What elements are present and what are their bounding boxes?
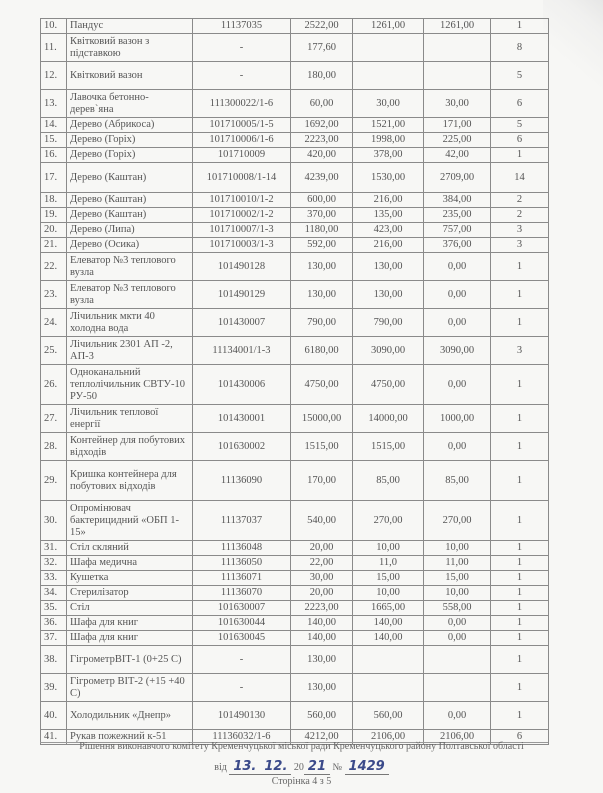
item-name-cell: Кушетка [67,571,193,586]
initial-cost-cell: 177,60 [291,34,353,62]
residual-value-cell: 270,00 [424,501,491,541]
residual-value-cell: 30,00 [424,90,491,118]
residual-value-cell: 85,00 [424,461,491,501]
item-name-cell: Шафа для книг [67,616,193,631]
depreciation-cell: 10,00 [353,541,424,556]
row-number-cell: 19. [41,208,67,223]
depreciation-cell: 135,00 [353,208,424,223]
residual-value-cell: 0,00 [424,253,491,281]
inventory-number-cell: 101710006/1-6 [193,133,291,148]
row-number-cell: 35. [41,601,67,616]
initial-cost-cell: 140,00 [291,631,353,646]
depreciation-cell: 1998,00 [353,133,424,148]
table-row [41,556,549,571]
depreciation-cell: 140,00 [353,616,424,631]
table-row [41,461,549,501]
row-number-cell: 20. [41,223,67,238]
depreciation-cell: 85,00 [353,461,424,501]
item-name-cell: Елеватор №3 теплового вузла [67,253,193,281]
initial-cost-cell: 4239,00 [291,163,353,193]
depreciation-cell: 130,00 [353,281,424,309]
table-row [41,163,549,193]
initial-cost-cell: 420,00 [291,148,353,163]
residual-value-cell: 1261,00 [424,19,491,34]
initial-cost-cell: 1515,00 [291,433,353,461]
inventory-number-cell: - [193,62,291,90]
residual-value-cell: 11,00 [424,556,491,571]
quantity-cell: 8 [491,34,549,62]
depreciation-cell: 11,0 [353,556,424,571]
initial-cost-cell: 180,00 [291,62,353,90]
depreciation-cell: 216,00 [353,193,424,208]
table-row [41,631,549,646]
depreciation-cell [353,34,424,62]
item-name-cell: Контейнер для побутових відходів [67,433,193,461]
initial-cost-cell: 600,00 [291,193,353,208]
row-number-cell: 12. [41,62,67,90]
table-row [41,223,549,238]
row-number-cell: 13. [41,90,67,118]
depreciation-cell: 560,00 [353,702,424,730]
item-name-cell: Лічильник 2301 АП -2, АП-3 [67,337,193,365]
item-name-cell: Шафа медична [67,556,193,571]
residual-value-cell: 558,00 [424,601,491,616]
from-label: від [214,762,227,773]
row-number-cell: 25. [41,337,67,365]
quantity-cell: 1 [491,148,549,163]
item-name-cell: Дерево (Горіх) [67,148,193,163]
quantity-cell: 1 [491,601,549,616]
row-number-cell: 21. [41,238,67,253]
residual-value-cell [424,34,491,62]
initial-cost-cell: 2522,00 [291,19,353,34]
inventory-number-cell: 101710007/1-3 [193,223,291,238]
depreciation-cell: 1261,00 [353,19,424,34]
item-name-cell: Стерилізатор [67,586,193,601]
quantity-cell: 1 [491,616,549,631]
row-number-cell: 36. [41,616,67,631]
inventory-number-cell: - [193,34,291,62]
residual-value-cell: 1000,00 [424,405,491,433]
inventory-number-cell: 101630044 [193,616,291,631]
item-name-cell: Дерево (Абрикоса) [67,118,193,133]
depreciation-cell: 140,00 [353,631,424,646]
inventory-number-cell: 11134001/1-3 [193,337,291,365]
quantity-cell: 1 [491,631,549,646]
residual-value-cell: 0,00 [424,433,491,461]
item-name-cell: Дерево (Липа) [67,223,193,238]
table-row [41,193,549,208]
item-name-cell: Дерево (Осика) [67,238,193,253]
depreciation-cell: 15,00 [353,571,424,586]
residual-value-cell: 171,00 [424,118,491,133]
quantity-cell: 14 [491,163,549,193]
inventory-number-cell: 11136090 [193,461,291,501]
residual-value-cell: 2106,00 [424,730,491,745]
residual-value-cell: 225,00 [424,133,491,148]
depreciation-cell: 1515,00 [353,433,424,461]
row-number-cell: 17. [41,163,67,193]
quantity-cell: 1 [491,571,549,586]
inventory-number-cell: 11136048 [193,541,291,556]
row-number-cell: 11. [41,34,67,62]
residual-value-cell: 0,00 [424,281,491,309]
item-name-cell: Кришка контейнера для побутових відходів [67,461,193,501]
row-number-cell: 33. [41,571,67,586]
item-name-cell: Гігрометр ВІТ-2 (+15 +40 С) [67,674,193,702]
inventory-number-cell: 101630002 [193,433,291,461]
table-row [41,238,549,253]
inventory-number-cell: 11136050 [193,556,291,571]
item-name-cell: Дерево (Каштан) [67,163,193,193]
quantity-cell: 1 [491,461,549,501]
depreciation-cell [353,646,424,674]
item-name-cell: Дерево (Каштан) [67,208,193,223]
quantity-cell: 6 [491,730,549,745]
item-name-cell: Стіл скляний [67,541,193,556]
inventory-number-cell: 11136071 [193,571,291,586]
item-name-cell: Дерево (Каштан) [67,193,193,208]
paper-shadow [543,0,603,100]
year-suffix: 21 [304,759,330,775]
quantity-cell: 1 [491,646,549,674]
date-month: 12. [260,759,291,775]
quantity-cell: 1 [491,702,549,730]
inventory-number-cell: 101710005/1-5 [193,118,291,133]
residual-value-cell: 235,00 [424,208,491,223]
residual-value-cell: 10,00 [424,541,491,556]
item-name-cell: Шафа для книг [67,631,193,646]
item-name-cell: Квітковий вазон [67,62,193,90]
row-number-cell: 31. [41,541,67,556]
table-row [41,118,549,133]
quantity-cell: 2 [491,193,549,208]
residual-value-cell: 3090,00 [424,337,491,365]
row-number-cell: 29. [41,461,67,501]
initial-cost-cell: 2223,00 [291,601,353,616]
initial-cost-cell: 560,00 [291,702,353,730]
initial-cost-cell: 22,00 [291,556,353,571]
table-row [41,309,549,337]
inventory-number-cell: 11136070 [193,586,291,601]
inventory-number-cell: 101630045 [193,631,291,646]
depreciation-cell: 270,00 [353,501,424,541]
inventory-number-cell: 101490128 [193,253,291,281]
residual-value-cell: 384,00 [424,193,491,208]
row-number-cell: 26. [41,365,67,405]
depreciation-cell: 3090,00 [353,337,424,365]
residual-value-cell: 0,00 [424,616,491,631]
row-number-cell: 38. [41,646,67,674]
initial-cost-cell: 4212,00 [291,730,353,745]
decision-title: Рішення виконавчого комітету Кременчуцької міської ради Кременчуцького району Полтавської області [79,741,524,752]
initial-cost-cell: 130,00 [291,674,353,702]
initial-cost-cell: 130,00 [291,281,353,309]
residual-value-cell: 376,00 [424,238,491,253]
inventory-table-body [41,19,549,745]
depreciation-cell: 1530,00 [353,163,424,193]
row-number-cell: 39. [41,674,67,702]
initial-cost-cell: 370,00 [291,208,353,223]
quantity-cell: 1 [491,19,549,34]
residual-value-cell: 757,00 [424,223,491,238]
initial-cost-cell: 20,00 [291,541,353,556]
table-row [41,365,549,405]
initial-cost-cell: 170,00 [291,461,353,501]
initial-cost-cell: 60,00 [291,90,353,118]
initial-cost-cell: 30,00 [291,571,353,586]
table-row [41,148,549,163]
quantity-cell: 5 [491,62,549,90]
residual-value-cell: 0,00 [424,309,491,337]
quantity-cell: 1 [491,556,549,571]
item-name-cell: ГігрометрВІТ-1 (0+25 С) [67,646,193,674]
quantity-cell: 1 [491,253,549,281]
inventory-number-cell: 11137035 [193,19,291,34]
depreciation-cell: 790,00 [353,309,424,337]
quantity-cell: 1 [491,674,549,702]
table-row [41,253,549,281]
depreciation-cell: 130,00 [353,253,424,281]
row-number-cell: 27. [41,405,67,433]
table-row [41,586,549,601]
depreciation-cell: 423,00 [353,223,424,238]
table-row [41,208,549,223]
decision-number: 1429 [345,759,389,775]
item-name-cell: Лічильник теплової енергії [67,405,193,433]
depreciation-cell: 378,00 [353,148,424,163]
item-name-cell: Лавочка бетонно-дерев`яна [67,90,193,118]
number-label: № [332,762,343,773]
row-number-cell: 18. [41,193,67,208]
initial-cost-cell: 1692,00 [291,118,353,133]
inventory-number-cell: 101630007 [193,601,291,616]
inventory-number-cell: 101430006 [193,365,291,405]
depreciation-cell: 14000,00 [353,405,424,433]
item-name-cell: Лічильник мкти 40 холодна вода [67,309,193,337]
table-row [41,674,549,702]
table-row [41,541,549,556]
residual-value-cell: 42,00 [424,148,491,163]
depreciation-cell: 216,00 [353,238,424,253]
inventory-number-cell: - [193,674,291,702]
row-number-cell: 34. [41,586,67,601]
residual-value-cell [424,674,491,702]
residual-value-cell: 10,00 [424,586,491,601]
inventory-number-cell: 111300022/1-6 [193,90,291,118]
residual-value-cell: 0,00 [424,702,491,730]
initial-cost-cell: 540,00 [291,501,353,541]
depreciation-cell [353,62,424,90]
row-number-cell: 10. [41,19,67,34]
depreciation-cell: 10,00 [353,586,424,601]
residual-value-cell: 2709,00 [424,163,491,193]
table-row [41,646,549,674]
row-number-cell: 30. [41,501,67,541]
residual-value-cell [424,62,491,90]
row-number-cell: 16. [41,148,67,163]
item-name-cell: Квітковий вазон з підставкою [67,34,193,62]
residual-value-cell: 15,00 [424,571,491,586]
row-number-cell: 14. [41,118,67,133]
date-day: 13. [229,759,260,775]
inventory-number-cell: 101710008/1-14 [193,163,291,193]
depreciation-cell: 1665,00 [353,601,424,616]
table-row [41,501,549,541]
table-row [41,405,549,433]
residual-value-cell: 0,00 [424,365,491,405]
quantity-cell: 3 [491,223,549,238]
item-name-cell: Холодильник «Днепр» [67,702,193,730]
initial-cost-cell: 592,00 [291,238,353,253]
inventory-number-cell: 101490129 [193,281,291,309]
inventory-number-cell: 101430001 [193,405,291,433]
initial-cost-cell: 4750,00 [291,365,353,405]
quantity-cell: 2 [491,208,549,223]
quantity-cell: 6 [491,133,549,148]
quantity-cell: 1 [491,541,549,556]
item-name-cell: Одноканальний теплолічильник СВТУ-10 РУ-50 [67,365,193,405]
table-row [41,133,549,148]
quantity-cell: 3 [491,337,549,365]
quantity-cell: 1 [491,501,549,541]
quantity-cell: 1 [491,405,549,433]
quantity-cell: 6 [491,90,549,118]
inventory-number-cell: 11136032/1-6 [193,730,291,745]
page-indicator: Сторінка 4 з 5 [271,776,332,787]
inventory-number-cell: 101430007 [193,309,291,337]
item-name-cell: Пандус [67,19,193,34]
item-name-cell: Стіл [67,601,193,616]
inventory-number-cell: 101710009 [193,148,291,163]
table-row [41,34,549,62]
row-number-cell: 22. [41,253,67,281]
table-row [41,601,549,616]
quantity-cell: 1 [491,309,549,337]
quantity-cell: 5 [491,118,549,133]
depreciation-cell: 2106,00 [353,730,424,745]
decision-date-number [0,759,603,774]
inventory-number-cell: 101710003/1-3 [193,238,291,253]
inventory-number-cell: 11137037 [193,501,291,541]
table-row [41,616,549,631]
table-row [41,62,549,90]
year-prefix: 20 [293,762,304,773]
quantity-cell: 1 [491,365,549,405]
inventory-table [40,18,549,745]
item-name-cell: Опромінювач бактерицидний «ОБП 1-15» [67,501,193,541]
initial-cost-cell: 140,00 [291,616,353,631]
row-number-cell: 41. [41,730,67,745]
depreciation-cell [353,674,424,702]
row-number-cell: 23. [41,281,67,309]
inventory-number-cell: - [193,646,291,674]
residual-value-cell: 0,00 [424,631,491,646]
quantity-cell: 3 [491,238,549,253]
depreciation-cell: 1521,00 [353,118,424,133]
table-row [41,571,549,586]
table-row [41,281,549,309]
initial-cost-cell: 130,00 [291,253,353,281]
item-name-cell: Дерево (Горіх) [67,133,193,148]
depreciation-cell: 4750,00 [353,365,424,405]
inventory-number-cell: 101710002/1-2 [193,208,291,223]
initial-cost-cell: 130,00 [291,646,353,674]
row-number-cell: 37. [41,631,67,646]
table-row [41,90,549,118]
row-number-cell: 40. [41,702,67,730]
initial-cost-cell: 790,00 [291,309,353,337]
quantity-cell: 1 [491,433,549,461]
row-number-cell: 32. [41,556,67,571]
item-name-cell: Елеватор №3 теплового вузла [67,281,193,309]
quantity-cell: 1 [491,586,549,601]
table-row [41,337,549,365]
depreciation-cell: 30,00 [353,90,424,118]
table-row [41,19,549,34]
row-number-cell: 28. [41,433,67,461]
row-number-cell: 24. [41,309,67,337]
table-row [41,702,549,730]
quantity-cell: 1 [491,281,549,309]
initial-cost-cell: 6180,00 [291,337,353,365]
inventory-number-cell: 101710010/1-2 [193,193,291,208]
table-row [41,433,549,461]
inventory-number-cell: 101490130 [193,702,291,730]
initial-cost-cell: 1180,00 [291,223,353,238]
initial-cost-cell: 15000,00 [291,405,353,433]
item-name-cell: Рукав пожежний к-51 [67,730,193,745]
initial-cost-cell: 20,00 [291,586,353,601]
row-number-cell: 15. [41,133,67,148]
residual-value-cell [424,646,491,674]
initial-cost-cell: 2223,00 [291,133,353,148]
